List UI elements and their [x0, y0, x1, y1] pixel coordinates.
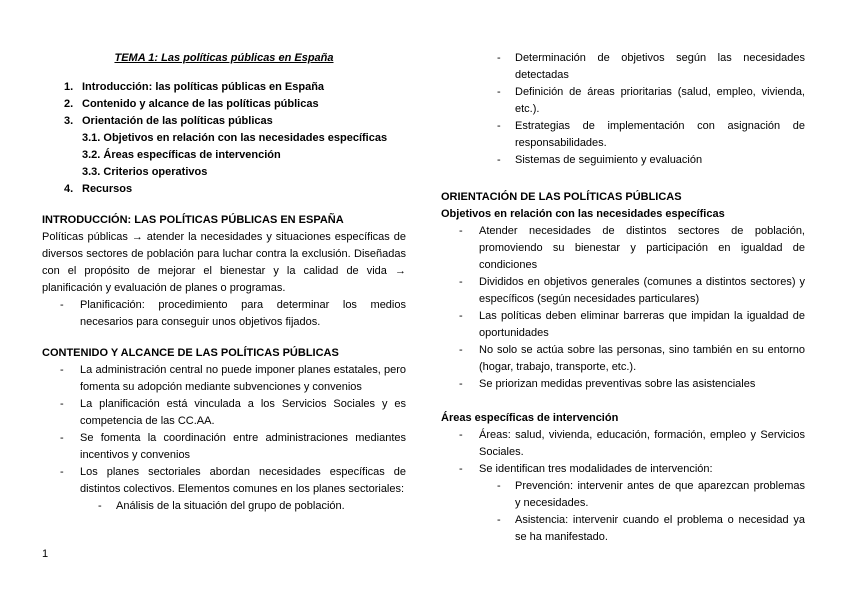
- toc-item: [42, 96, 406, 113]
- document-title: TEMA 1: Las políticas públicas en España: [114, 52, 334, 64]
- list-item-text: Atender necesidades de distintos sectores de población, promoviendo su bienestar y participación en igualdad de condiciones: [479, 225, 805, 271]
- toc-subitem: 3.3. Criterios operativos: [82, 166, 208, 178]
- list-item-text: Las políticas deben eliminar barreras que impidan la igualdad de oportunidades: [479, 310, 805, 339]
- intro-paragraph: Políticas públicas → atender la necesidades y situaciones específicas de diversos sectores de población para luchar contra la exclusión. Diseñadas con el propósito de mejorar el bienestar y la calidad de vida → planificación y evaluación de planes o programas.: [42, 231, 406, 294]
- intro-heading: INTRODUCCIÓN: LAS POLÍTICAS PÚBLICAS EN ESPAÑA: [42, 214, 344, 226]
- list-item: - Los planes sectoriales abordan necesidades específicas de distintos colectivos. Elementos comunes en los planes sectoriales:: [60, 466, 406, 495]
- toc-number: 1.: [64, 81, 74, 93]
- list-item: - Las políticas deben eliminar barreras que impidan la igualdad de oportunidades: [459, 310, 805, 339]
- sub-list-item: - Determinación de objetivos según las necesidades detectadas: [497, 52, 805, 81]
- list-item-text: No solo se actúa sobre las personas, sino también en su entorno (hogar, trabajo, transporte, etc.).: [479, 344, 805, 373]
- sub-list-item: - Análisis de la situación del grupo de población.: [98, 500, 345, 512]
- list-item-text: Áreas: salud, vivienda, educación, formación, empleo y Servicios Sociales.: [479, 429, 805, 458]
- sub-list-item: - Definición de áreas prioritarias (salud, empleo, vivienda, etc.).: [497, 86, 805, 115]
- list-item: - Se fomenta la coordinación entre administraciones mediantes incentivos y convenios: [60, 432, 406, 461]
- toc-subitem: 3.1. Objetivos en relación con las necesidades específicas: [82, 132, 388, 144]
- sub-list-item-text: Análisis de la situación del grupo de población.: [116, 500, 345, 512]
- list-item: - Se priorizan medidas preventivas sobre las asistenciales: [459, 378, 756, 390]
- list-item-text: Se fomenta la coordinación entre administraciones mediantes incentivos y convenios: [80, 432, 406, 461]
- orientacion-heading: ORIENTACIÓN DE LAS POLÍTICAS PÚBLICAS: [441, 191, 682, 203]
- sub-list-item: - Estrategias de implementación con asignación de responsabilidades.: [497, 120, 805, 149]
- objetivos-heading: Objetivos en relación con las necesidades específicas: [441, 208, 725, 220]
- list-item: - La administración central no puede imponer planes estatales, pero fomenta su adopción mediante subvenciones y convenios: [60, 364, 406, 393]
- list-item-text: Se priorizan medidas preventivas sobre las asistenciales: [479, 378, 756, 390]
- toc-subitem: 3.2. Áreas específicas de intervención: [82, 149, 281, 161]
- sub-list-item-text: Estrategias de implementación con asignación de responsabilidades.: [515, 120, 805, 149]
- list-item-text: Planificación: procedimiento para determinar los medios necesarios para conseguir unos objetivos fijados.: [80, 299, 406, 328]
- toc-item: [42, 113, 406, 130]
- toc-number: 4.: [64, 183, 74, 195]
- toc-number: 2.: [64, 98, 74, 110]
- list-item: - Divididos en objetivos generales (comunes a distintos sectores) y específicos (según necesidades particulares): [459, 276, 805, 305]
- list-item: - La planificación está vinculada a los Servicios Sociales y es competencia de las CC.AA.: [60, 398, 406, 427]
- list-item-text: Se identifican tres modalidades de intervención:: [479, 463, 713, 475]
- list-item-text: Divididos en objetivos generales (comunes a distintos sectores) y específicos (según necesidades particulares): [479, 276, 805, 305]
- toc-text: Orientación de las políticas públicas: [82, 115, 273, 127]
- list-item-text: La planificación está vinculada a los Servicios Sociales y es competencia de las CC.AA.: [80, 398, 406, 427]
- areas-heading: Áreas específicas de intervención: [441, 412, 619, 424]
- right-column: [441, 50, 805, 546]
- list-item: - Atender necesidades de distintos sectores de población, promoviendo su bienestar y participación en igualdad de condiciones: [459, 225, 805, 271]
- sub-list-item: - Prevención: intervenir antes de que aparezcan problemas y necesidades.: [497, 480, 805, 509]
- left-column: [42, 50, 406, 515]
- toc-text: Contenido y alcance de las políticas públicas: [82, 98, 319, 110]
- sub-list-item-text: Prevención: intervenir antes de que aparezcan problemas y necesidades.: [515, 480, 805, 509]
- sub-list-item-text: Determinación de objetivos según las necesidades detectadas: [515, 52, 805, 81]
- toc-item: [42, 181, 406, 198]
- list-item: - Se identifican tres modalidades de intervención:: [459, 463, 713, 475]
- contenido-heading: CONTENIDO Y ALCANCE DE LAS POLÍTICAS PÚBLICAS: [42, 347, 339, 359]
- sub-list-item-text: Asistencia: intervenir cuando el problema o necesidad ya se ha manifestado.: [515, 514, 805, 543]
- toc-number: 3.: [64, 115, 74, 127]
- list-item-text: Los planes sectoriales abordan necesidades específicas de distintos colectivos. Elementos comunes en los planes sectoriales:: [80, 466, 406, 495]
- list-item: - No solo se actúa sobre las personas, sino también en su entorno (hogar, trabajo, transporte, etc.).: [459, 344, 805, 373]
- sub-list-item: - Asistencia: intervenir cuando el problema o necesidad ya se ha manifestado.: [497, 514, 805, 543]
- sub-list-item: - Sistemas de seguimiento y evaluación: [497, 154, 703, 166]
- toc-text: Introducción: las políticas públicas en España: [82, 81, 325, 93]
- sub-list-item-text: Definición de áreas prioritarias (salud, empleo, vivienda, etc.).: [515, 86, 805, 115]
- list-item: - Áreas: salud, vivienda, educación, formación, empleo y Servicios Sociales.: [459, 429, 805, 458]
- list-item-text: La administración central no puede imponer planes estatales, pero fomenta su adopción mediante subvenciones y convenios: [80, 364, 406, 393]
- toc-text: Recursos: [82, 183, 133, 195]
- toc-item: [42, 79, 406, 96]
- page-number: 1: [42, 548, 49, 560]
- list-item: - Planificación: procedimiento para determinar los medios necesarios para conseguir unos objetivos fijados.: [60, 299, 406, 328]
- sub-list-item-text: Sistemas de seguimiento y evaluación: [515, 154, 703, 166]
